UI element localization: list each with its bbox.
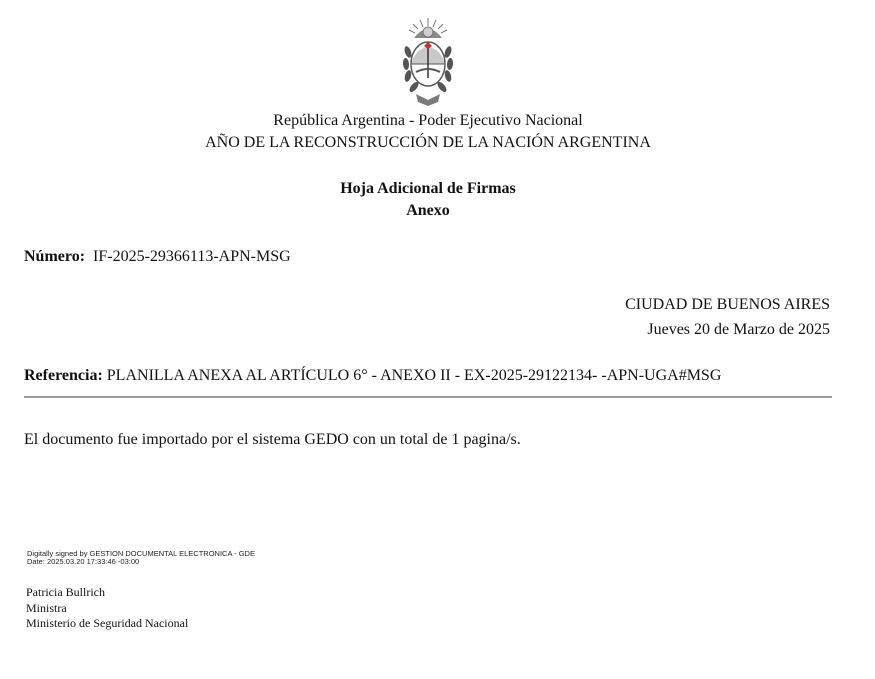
document-number-label: Número:: [24, 248, 86, 265]
header-government: República Argentina - Poder Ejecutivo Nacional: [273, 112, 583, 129]
city: CIUDAD DE BUENOS AIRES: [625, 296, 830, 313]
date: Jueves 20 de Marzo de 2025: [647, 321, 830, 338]
document-number: [24, 248, 291, 266]
reference-label: Referencia:: [24, 367, 103, 384]
signer-role: Ministra: [26, 600, 67, 615]
divider: [24, 396, 832, 398]
document-number-value: IF-2025-29366113-APN-MSG: [93, 248, 291, 265]
signer-block: [26, 585, 188, 632]
header-year-motto: AÑO DE LA RECONSTRUCCIÓN DE LA NACIÓN ARGENTINA: [205, 134, 651, 151]
digital-signature-date: Date: 2025.03.20 17:33:46 -03:00: [27, 557, 140, 566]
coat-of-arms-icon: [398, 16, 458, 108]
digital-signature-signer: Digitally signed by GESTION DOCUMENTAL ELECTRONICA - GDE: [27, 549, 255, 558]
digital-signature-stamp: [27, 550, 255, 566]
reference-value: PLANILLA ANEXA AL ARTÍCULO 6° - ANEXO II - EX-2025-29122134- -APN-UGA#MSG: [106, 367, 722, 384]
reference: [24, 367, 721, 385]
document-subtitle: Anexo: [406, 202, 450, 219]
body-text: El documento fue importado por el sistema GEDO con un total de 1 pagina/s.: [24, 431, 521, 448]
document-title: Hoja Adicional de Firmas: [340, 180, 516, 197]
signer-name: Patricia Bullrich: [26, 585, 105, 599]
signer-office: Ministerio de Seguridad Nacional: [26, 616, 189, 630]
